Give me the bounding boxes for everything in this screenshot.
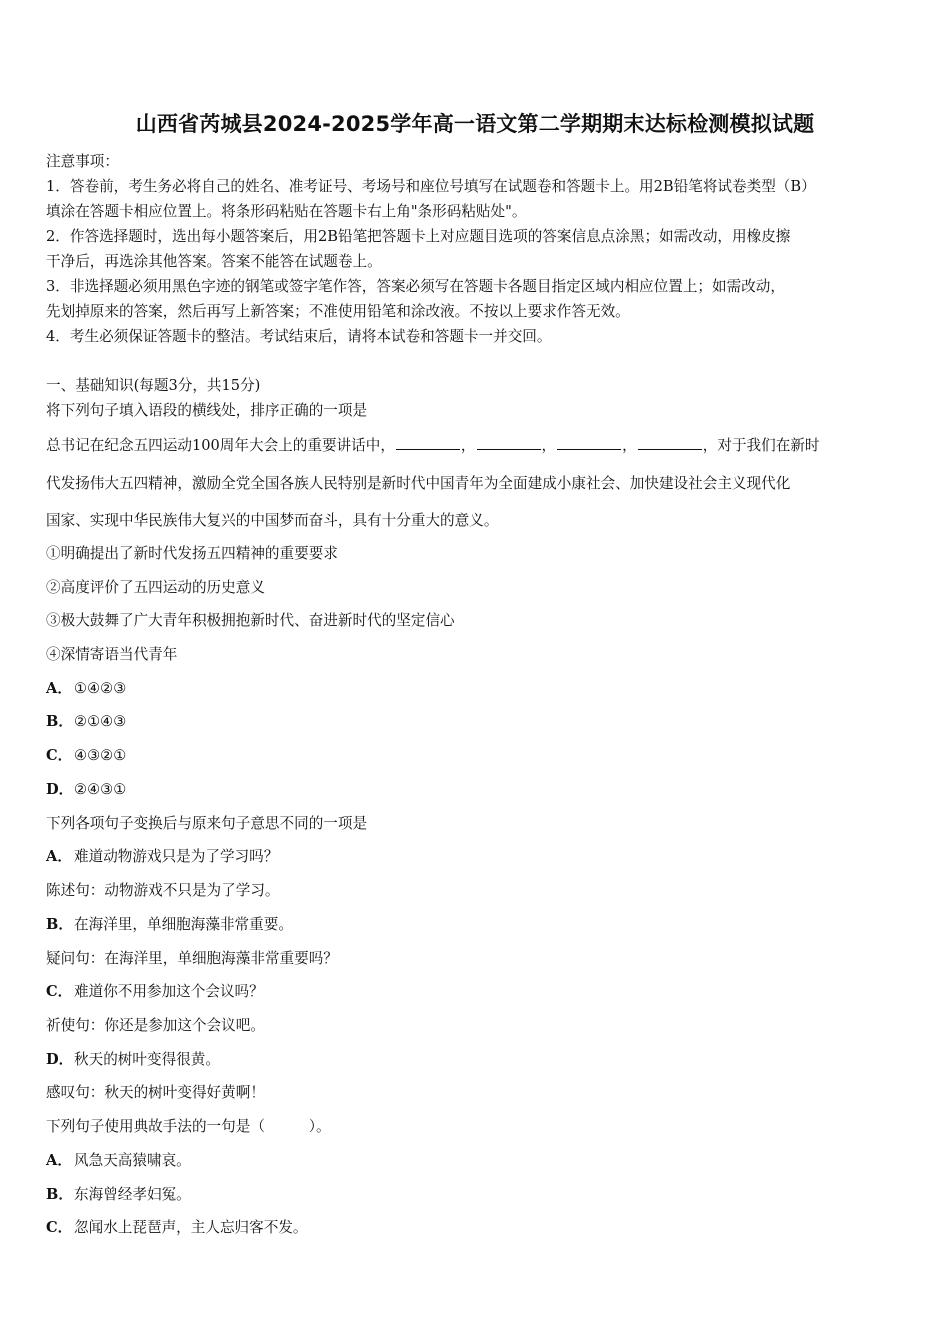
- option-letter: C．: [46, 983, 73, 1000]
- answer-option: [46, 778, 908, 802]
- sentence-item: ③极大鼓舞了广大青年积极拥抱新时代、奋进新时代的坚定信心: [46, 612, 455, 629]
- option-text: 东海曾经孝妇冤。: [74, 1186, 191, 1203]
- answer-option: [46, 677, 908, 701]
- answer-option: [46, 744, 908, 768]
- option-letter: D．: [46, 781, 74, 798]
- option-text: ①④②③: [74, 680, 127, 697]
- option-text: 在海洋里，单细胞海藻非常重要。: [74, 916, 293, 933]
- option-transform: 陈述句：动物游戏不只是为了学习。: [46, 882, 280, 899]
- answer-option: [46, 913, 908, 937]
- option-text: 难道你不用参加这个会议吗？: [74, 983, 264, 1000]
- question-stem: 下列各项句子变换后与原来句子意思不同的一项是: [46, 815, 368, 832]
- option-transform: 疑问句：在海洋里，单细胞海藻非常重要吗？: [46, 950, 338, 967]
- section-heading: 一、基础知识(每题3分，共15分): [46, 377, 261, 394]
- option-letter: C．: [46, 747, 73, 764]
- option-text: ④③②①: [74, 747, 127, 764]
- option-text: 难道动物游戏只是为了学习吗？: [74, 848, 279, 865]
- option-text: ②④③①: [74, 781, 127, 798]
- answer-option: [46, 845, 908, 869]
- notice-line: 1．答卷前，考生务必将自己的姓名、准考证号、考场号和座位号填写在试题卷和答题卡上。用2B铅笔将试卷类型（B）: [46, 178, 816, 195]
- question-stem: 将下列句子填入语段的横线处，排序正确的一项是: [46, 402, 368, 419]
- blank-separator: ，: [541, 437, 557, 454]
- option-letter: B．: [46, 1186, 73, 1203]
- option-transform: 祈使句：你还是参加这个会议吧。: [46, 1017, 265, 1034]
- notice-line: 填涂在答题卡相应位置上。将条形码粘贴在答题卡右上角"条形码粘贴处"。: [46, 203, 527, 220]
- passage-line: 代发扬伟大五四精神，激励全党全国各族人民特别是新时代中国青年为全面建成小康社会、加快建设社会主义现代化: [46, 475, 791, 492]
- passage-line: [46, 434, 908, 458]
- option-letter: B．: [46, 916, 73, 933]
- option-text: ②①④③: [74, 713, 127, 730]
- option-text: 风急天高猿啸哀。: [74, 1152, 191, 1169]
- fill-blank: [638, 435, 702, 450]
- fill-blank: [396, 435, 460, 450]
- answer-option: [46, 710, 908, 734]
- option-letter: D．: [46, 1051, 74, 1068]
- notice-line: 干净后，再选涂其他答案。答案不能答在试题卷上。: [46, 253, 382, 270]
- fill-blank: [557, 435, 621, 450]
- notice-line: 4．考生必须保证答题卡的整洁。考试结束后，请将本试卷和答题卡一并交回。: [46, 328, 552, 345]
- page-title: 山西省芮城县2024-2025学年高一语文第二学期期末达标检测模拟试题: [135, 112, 815, 136]
- option-letter: B．: [46, 713, 73, 730]
- option-letter: A．: [46, 1152, 72, 1169]
- option-letter: A．: [46, 680, 72, 697]
- sentence-item: ②高度评价了五四运动的历史意义: [46, 579, 265, 596]
- answer-option: [46, 1048, 908, 1072]
- answer-option: [46, 980, 908, 1004]
- notice-line: 3．非选择题必须用黑色字迹的钢笔或签字笔作答，答案必须写在答题卡各题目指定区域内相应位置上；如需改动，: [46, 278, 785, 295]
- option-text: 秋天的树叶变得很黄。: [74, 1051, 220, 1068]
- notice-heading: 注意事项：: [46, 153, 119, 170]
- answer-option: [46, 1216, 908, 1240]
- option-letter: A．: [46, 848, 72, 865]
- blank-separator: ，: [622, 437, 637, 454]
- answer-option: [46, 1149, 908, 1173]
- question-stem: 下列句子使用典故手法的一句是（ ）。: [46, 1118, 331, 1135]
- notice-line: 先划掉原来的答案，然后再写上新答案；不准使用铅笔和涂改液。不按以上要求作答无效。: [46, 303, 630, 320]
- passage-text: 总书记在纪念五四运动100周年大会上的重要讲话中，: [46, 437, 395, 454]
- option-transform: 感叹句：秋天的树叶变得好黄啊！: [46, 1084, 265, 1101]
- option-letter: C．: [46, 1219, 73, 1236]
- sentence-item: ④深情寄语当代青年: [46, 646, 178, 663]
- option-text: 忽闻水上琵琶声，主人忘归客不发。: [74, 1219, 308, 1236]
- fill-blank: [477, 435, 541, 450]
- passage-line: 国家、实现中华民族伟大复兴的中国梦而奋斗，具有十分重大的意义。: [46, 512, 499, 529]
- notice-line: 2．作答选择题时，选出每小题答案后，用2B铅笔把答题卡上对应题目选项的答案信息点涂黑；如需改动，用橡皮擦: [46, 228, 791, 245]
- answer-option: [46, 1183, 908, 1207]
- sentence-item: ①明确提出了新时代发扬五四精神的重要要求: [46, 545, 338, 562]
- blank-separator: ，: [460, 437, 476, 454]
- passage-text: ，对于我们在新时: [702, 437, 820, 454]
